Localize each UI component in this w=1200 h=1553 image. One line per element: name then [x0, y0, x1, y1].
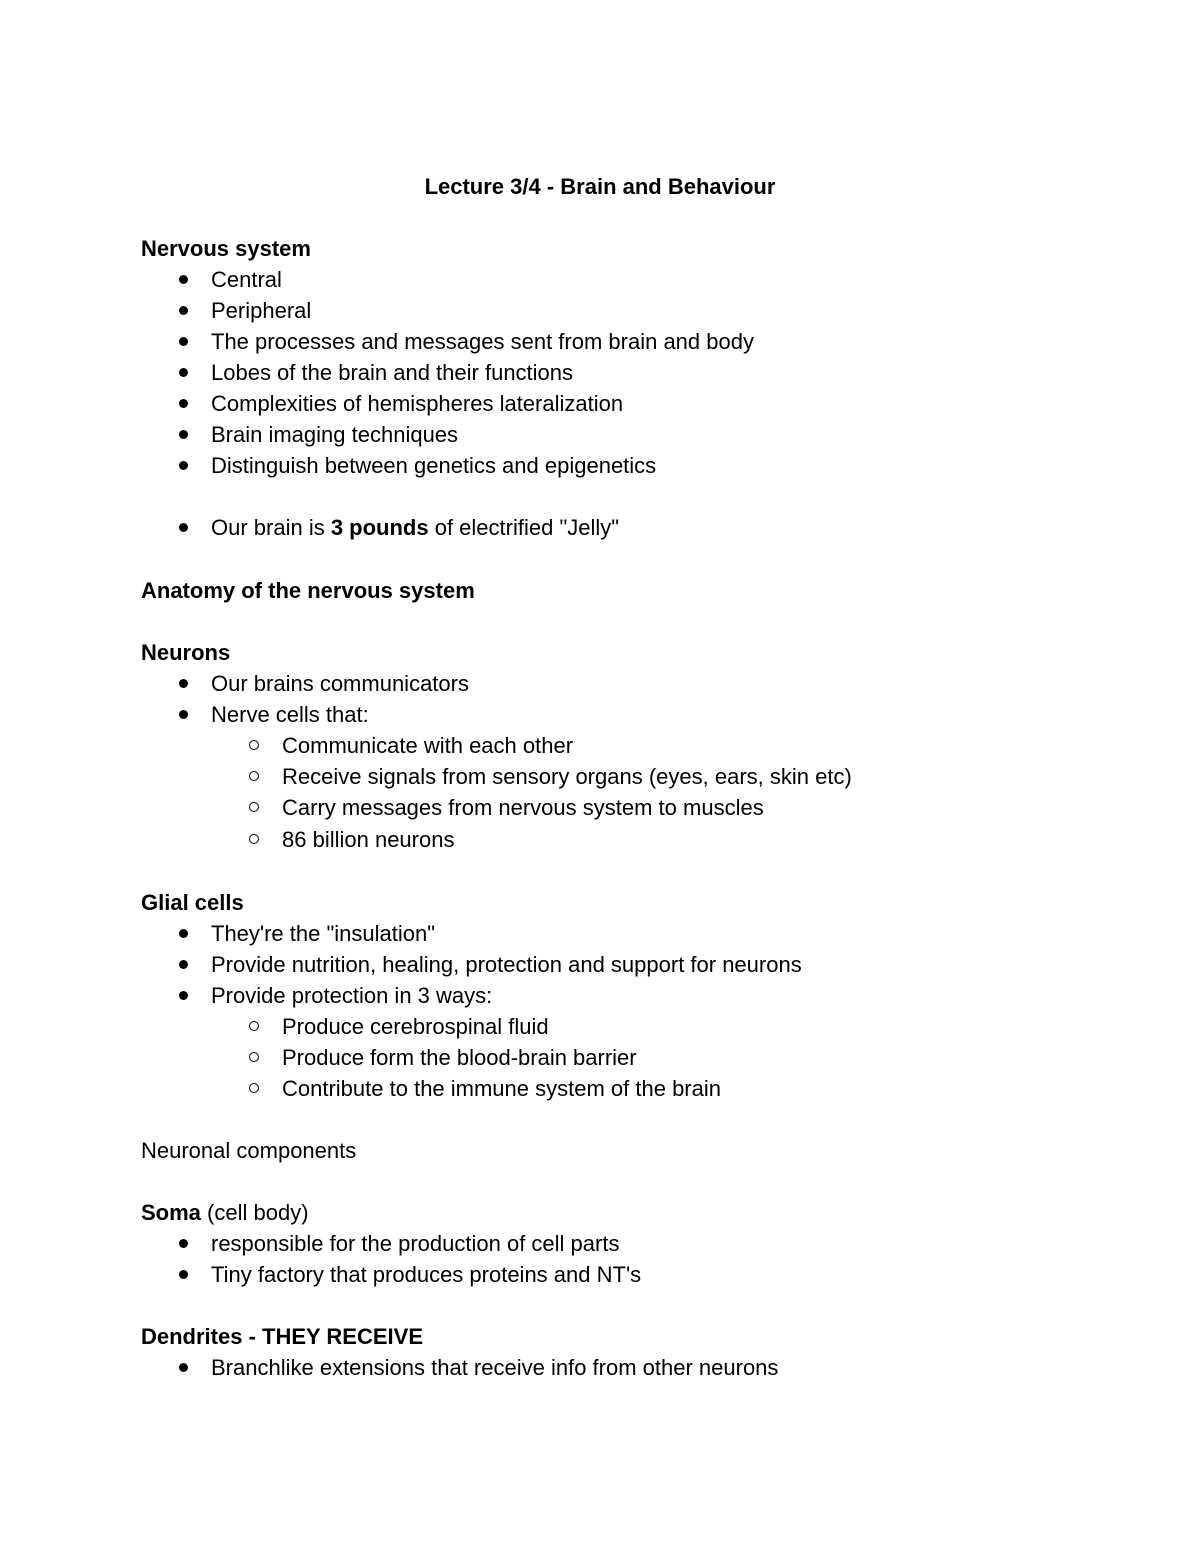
page-title: Lecture 3/4 - Brain and Behaviour: [424, 174, 776, 199]
bullet-dot-icon: [179, 368, 188, 377]
bullet-circle-icon: [249, 834, 259, 844]
neuronal-components-label: Neuronal components: [141, 1138, 357, 1163]
sub-list-item: Receive signals from sensory organs (eyes, ears, skin etc): [282, 761, 852, 792]
sub-list-item: 86 billion neurons: [282, 824, 454, 855]
sub-list-item: Contribute to the immune system of the brain: [282, 1073, 721, 1104]
bullet-dot-icon: [179, 337, 188, 346]
bullet-dot-icon: [179, 929, 188, 938]
bullet-dot-icon: [179, 1239, 188, 1248]
sub-list-item: Communicate with each other: [282, 730, 573, 761]
list-item: Lobes of the brain and their functions: [211, 357, 573, 388]
bullet-dot-icon: [179, 399, 188, 408]
bullet-dot-icon: [179, 306, 188, 315]
brain-fact-item: Our brain is 3 pounds of electrified "Jelly": [211, 512, 619, 543]
sub-list-item: Produce form the blood-brain barrier: [282, 1042, 637, 1073]
bullet-circle-icon: [249, 1083, 259, 1093]
bullet-dot-icon: [179, 275, 188, 284]
list-item: Provide nutrition, healing, protection and support for neurons: [211, 949, 802, 980]
bullet-circle-icon: [249, 1052, 259, 1062]
bullet-circle-icon: [249, 802, 259, 812]
bullet-dot-icon: [179, 523, 188, 532]
list-item: Nerve cells that:: [211, 699, 369, 730]
list-item: Branchlike extensions that receive info from other neurons: [211, 1352, 778, 1383]
neurons-heading: Neurons: [141, 640, 231, 665]
bullet-circle-icon: [249, 740, 259, 750]
bullet-dot-icon: [179, 1363, 188, 1372]
list-item: Tiny factory that produces proteins and NT's: [211, 1259, 641, 1290]
brain-weight-emphasis: 3 pounds: [330, 515, 429, 540]
bullet-dot-icon: [179, 710, 188, 719]
soma-heading: Soma (cell body): [141, 1200, 309, 1225]
list-item: Peripheral: [211, 295, 311, 326]
bullet-dot-icon: [179, 991, 188, 1000]
bullet-dot-icon: [179, 430, 188, 439]
nervous-system-heading: Nervous system: [141, 236, 311, 261]
list-item: Brain imaging techniques: [211, 419, 458, 450]
glial-cells-heading: Glial cells: [141, 890, 244, 915]
bullet-dot-icon: [179, 679, 188, 688]
list-item: Distinguish between genetics and epigenetics: [211, 450, 656, 481]
sub-list-item: Carry messages from nervous system to muscles: [282, 792, 764, 823]
sub-list-item: Produce cerebrospinal fluid: [282, 1011, 549, 1042]
bullet-dot-icon: [179, 461, 188, 470]
anatomy-heading: Anatomy of the nervous system: [141, 578, 475, 603]
bullet-circle-icon: [249, 1021, 259, 1031]
list-item: They're the "insulation": [211, 918, 435, 949]
list-item: Provide protection in 3 ways:: [211, 980, 492, 1011]
list-item: responsible for the production of cell parts: [211, 1228, 619, 1259]
list-item: Complexities of hemispheres lateralization: [211, 388, 623, 419]
bullet-circle-icon: [249, 771, 259, 781]
list-item: Central: [211, 264, 282, 295]
bullet-dot-icon: [179, 960, 188, 969]
soma-heading-bold: Soma: [141, 1200, 201, 1225]
list-item: Our brains communicators: [211, 668, 469, 699]
list-item: The processes and messages sent from brain and body: [211, 326, 754, 357]
dendrites-heading: Dendrites - THEY RECEIVE: [141, 1324, 423, 1349]
bullet-dot-icon: [179, 1270, 188, 1279]
